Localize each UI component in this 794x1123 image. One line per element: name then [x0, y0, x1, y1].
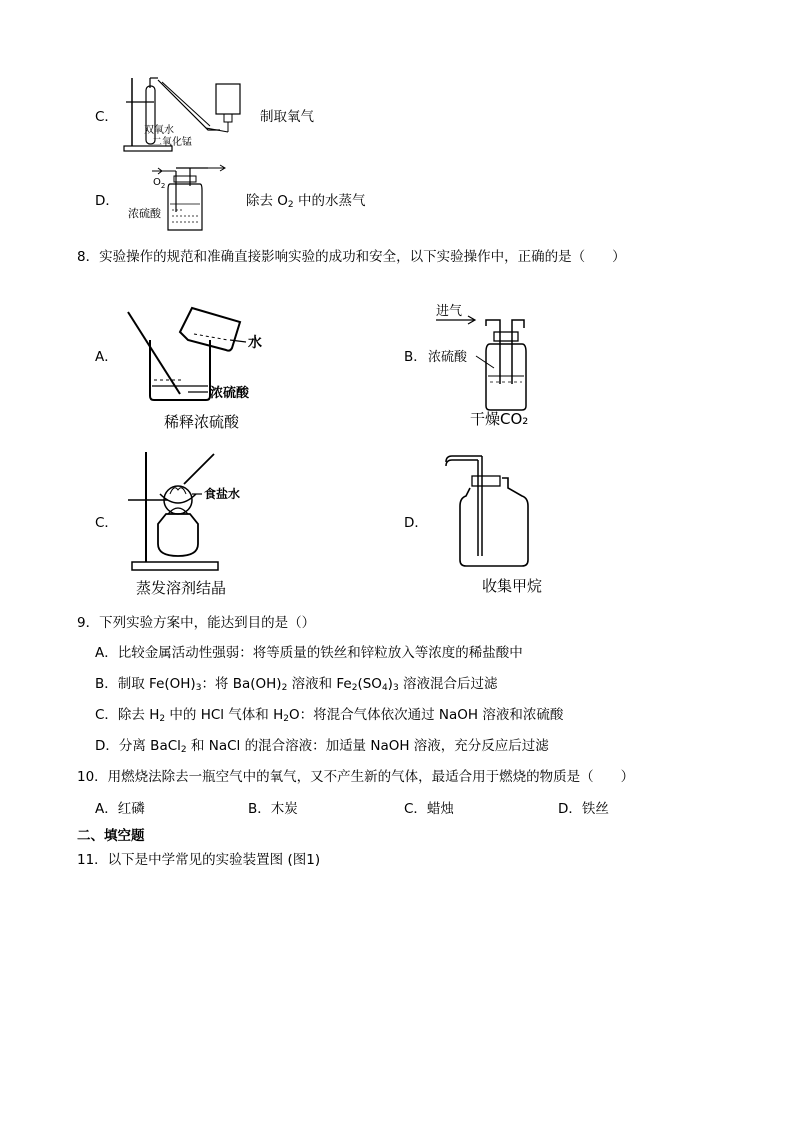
- q8-a-label: A．: [95, 349, 118, 365]
- q10-option-a: A．红磷: [95, 801, 145, 817]
- q9-option-c: C．除去 $H_2$ 中的 HCl 气体和 $H_2O$：将混合气体依次通过 NaOH 溶液和浓硫酸: [95, 707, 564, 724]
- b-acid-label: 浓硫酸: [428, 350, 468, 365]
- q8-d-label: D．: [404, 515, 428, 531]
- q9-option-a: A．比较金属活动性强弱：将等质量的铁丝和锌粒放入等浓度的稀盐酸中: [95, 645, 523, 661]
- q10-option-b: B．木炭: [248, 801, 298, 817]
- acid-label: 浓硫酸: [210, 386, 250, 401]
- water-label: 水: [248, 335, 262, 351]
- dilute-acid-figure: [122, 298, 282, 433]
- o2-label: $O_2$: [153, 177, 166, 190]
- q8-b-label: B．: [404, 349, 427, 365]
- q9-option-b: B．制取 $Fe(OH)_3$：将 $Ba(OH)_2$ 溶液和 $Fe_2(SO_4)_3$ 溶液混合后过滤: [95, 676, 498, 693]
- mno2-label: 二氧化锰: [152, 137, 192, 148]
- dry-co2-figure: [424, 298, 554, 428]
- q10-option-d: D．铁丝: [558, 801, 609, 817]
- q9-option-d: D．分离 BaCl$_2$ 和 NaCl 的混合溶液：加适量 NaOH 溶液，充分反应后过滤: [95, 738, 549, 755]
- d-caption: 收集甲烷: [482, 577, 543, 595]
- q10-stem: 10．用燃烧法除去一瓶空气中的氧气，又不产生新的气体，最适合用于燃烧的物质是（ ）: [77, 769, 635, 785]
- b-caption: 干燥CO₂: [470, 410, 529, 428]
- q7-d-text: 除去 $O_2$ 中的水蒸气: [246, 193, 366, 210]
- gas-washing-bottle-figure: [128, 160, 238, 236]
- brine-label: 食盐水: [204, 487, 241, 501]
- conc-acid-label: 浓硫酸: [128, 207, 161, 220]
- h2o2-label: 双氧水: [144, 125, 174, 136]
- q7-c-text: 制取氧气: [260, 109, 314, 125]
- oxygen-apparatus-figure: [118, 76, 248, 156]
- evaporation-figure: [118, 450, 268, 600]
- a-caption: 稀释浓硫酸: [164, 413, 240, 431]
- q8-stem: 8．实验操作的规范和准确直接影响实验的成功和安全，以下实验操作中，正确的是（ ）: [77, 249, 626, 265]
- q10-option-c: C．蜡烛: [404, 801, 454, 817]
- section-heading: 二、填空题: [77, 828, 145, 844]
- q9-stem: 9．下列实验方案中，能达到目的是（）: [77, 615, 316, 631]
- in-gas-label: 进气: [436, 304, 463, 319]
- q8-c-label: C．: [95, 515, 118, 531]
- collect-methane-figure: [442, 452, 572, 600]
- q7-c-label: C．: [95, 109, 118, 125]
- q7-d-label: D．: [95, 193, 119, 209]
- c-caption: 蒸发溶剂结晶: [136, 579, 227, 597]
- q11-stem: 11．以下是中学常见的实验装置图 (图1): [77, 852, 321, 868]
